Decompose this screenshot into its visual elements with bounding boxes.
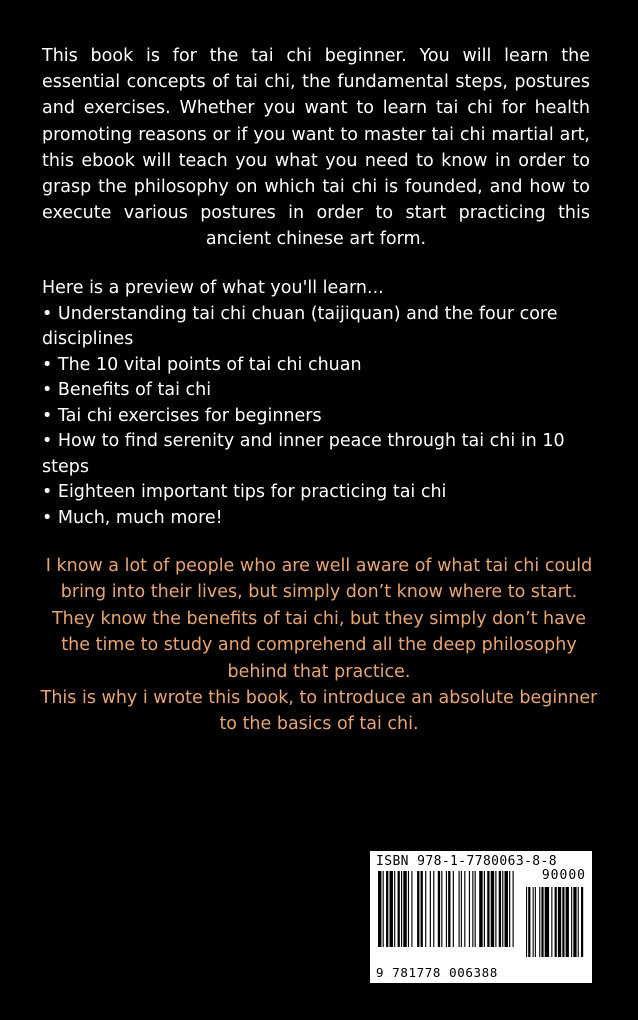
barcode-bars — [376, 868, 586, 963]
barcode-bar — [464, 871, 465, 947]
preview-list — [42, 302, 590, 532]
barcode-bar — [461, 871, 462, 947]
barcode-bar — [562, 887, 564, 957]
pitch-paragraph: This is why i wrote this book, to introduce an absolute beginner to the basics of tai chi. — [40, 688, 598, 735]
barcode-bar — [509, 871, 510, 947]
barcode-bar — [378, 871, 381, 947]
barcode-bar — [417, 871, 419, 947]
barcode-bar — [571, 887, 572, 957]
barcode-bar — [578, 887, 579, 957]
isbn-barcode — [370, 851, 592, 983]
barcode-bar — [403, 871, 406, 947]
barcode-bar — [502, 871, 503, 947]
barcode-bar — [499, 871, 501, 947]
list-item: • The 10 vital points of tai chi chuan — [42, 353, 590, 379]
list-item: • How to find serenity and inner peace through tai chi in 10 steps — [42, 429, 590, 480]
barcode-bar — [394, 871, 395, 947]
barcode-bar — [441, 871, 442, 947]
barcode-bar — [581, 887, 583, 957]
barcode-bar — [390, 871, 393, 947]
barcode-bar — [555, 887, 557, 957]
barcode-bar — [421, 871, 423, 947]
barcode-bar — [398, 871, 400, 947]
barcode-bar — [408, 871, 409, 947]
barcode-bar — [401, 871, 402, 947]
list-item: • Understanding tai chi chuan (taijiquan) and the four core disciplines — [42, 302, 590, 353]
price-addon-code: 90000 — [541, 868, 586, 883]
intro-paragraph: This book is for the tai chi beginner. You will learn the essential concepts of tai chi, the fundamental steps, postures and exercises. Whether you want to learn tai chi for health promoting reasons or if you want to master tai chi martial art, this ebook will teach you what you need to know in order to grasp the philosophy on which tai chi is founded, and how to execute various postures in order to start practicing this ancient chinese art form. — [42, 46, 590, 250]
list-item: • Tai chi exercises for beginners — [42, 404, 590, 430]
pitch-paragraph: I know a lot of people who are well aware of what tai chi could bring into their lives, but simply don’t know where to start. They know the benefits of tai chi, but they simply don’t have the time to study and comprehend all the deep philosophy behind that practice. — [45, 556, 593, 682]
barcode-bar — [453, 871, 454, 947]
barcode-bar — [479, 871, 482, 947]
barcode-bar — [469, 871, 470, 947]
barcode-bar — [535, 887, 536, 957]
barcode-bar — [438, 871, 440, 947]
barcode-bar — [459, 871, 460, 947]
barcode-bar — [513, 871, 514, 947]
barcode-bar — [566, 887, 569, 957]
barcode-bar — [539, 887, 540, 957]
preview-heading: Here is a preview of what you'll learn... — [42, 278, 384, 298]
barcode-bar — [505, 871, 508, 947]
barcode-bar — [446, 871, 447, 947]
ean-digits: 9 781778 006388 — [376, 965, 498, 980]
pitch-section — [38, 553, 600, 738]
preview-section — [42, 276, 590, 531]
barcode-bar — [545, 887, 549, 957]
barcode-bar — [484, 871, 485, 947]
isbn-label: ISBN 978-1-7780063-8-8 — [376, 854, 557, 869]
barcode-bar — [430, 871, 431, 947]
barcode-bar — [495, 871, 496, 947]
list-item: • Eighteen important tips for practicing tai chi — [42, 480, 590, 506]
barcode-bar — [491, 871, 494, 947]
barcode-bar — [528, 887, 530, 957]
barcode-bar — [551, 887, 552, 957]
barcode-bar — [425, 871, 426, 947]
list-item: • Benefits of tai chi — [42, 378, 590, 404]
list-item: • Much, much more! — [42, 506, 590, 532]
barcode-bar — [383, 871, 384, 947]
barcode-bar — [558, 887, 561, 957]
barcode-bar — [487, 871, 489, 947]
barcode-bar — [526, 887, 527, 957]
barcode-bar — [448, 871, 450, 947]
barcode-bar — [411, 871, 412, 947]
barcode-bar — [475, 871, 476, 947]
barcode-bar — [541, 887, 543, 957]
barcode-bar — [386, 871, 388, 947]
barcode-bar — [433, 871, 434, 947]
barcode-bar — [573, 887, 576, 957]
barcode-bar — [533, 887, 534, 957]
barcode-bar — [472, 871, 473, 947]
